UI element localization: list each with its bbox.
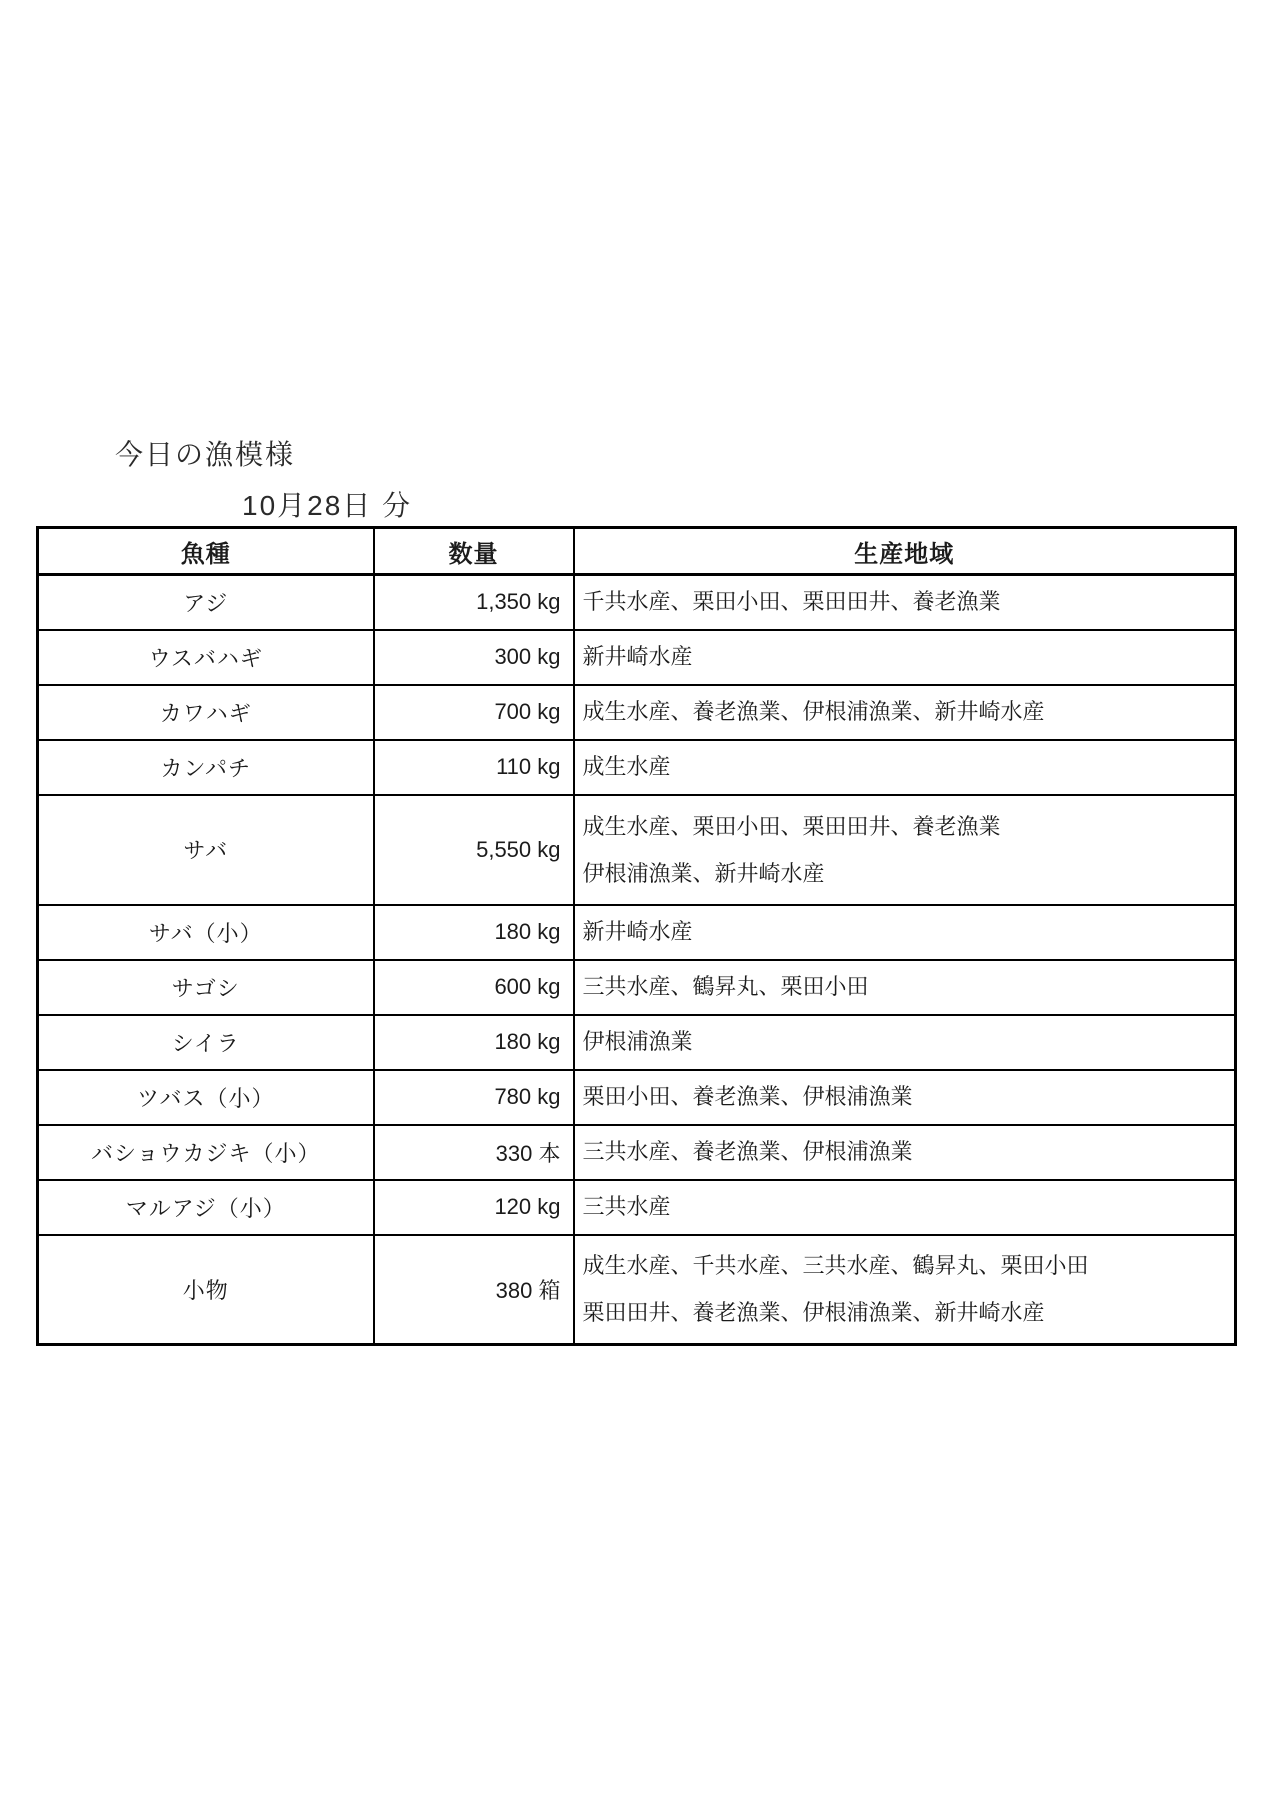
region-line: 三共水産、養老漁業、伊根浦漁業 bbox=[582, 1139, 913, 1164]
header-quantity: 数量 bbox=[374, 528, 574, 575]
species-cell: カンパチ bbox=[38, 740, 374, 795]
table-row bbox=[38, 740, 1236, 795]
table-row bbox=[38, 1125, 1236, 1180]
species-cell: マルアジ（小） bbox=[38, 1180, 374, 1235]
table-row bbox=[38, 1180, 1236, 1235]
table-row bbox=[38, 960, 1236, 1015]
region-line: 伊根浦漁業 bbox=[582, 1029, 693, 1054]
region-line: 千共水産、栗田小田、栗田田井、養老漁業 bbox=[582, 589, 1001, 615]
quantity-cell: 180 kg bbox=[374, 905, 574, 960]
regions-cell bbox=[574, 1235, 1236, 1345]
catch-table bbox=[36, 526, 1237, 1346]
quantity-cell: 1,350 kg bbox=[374, 575, 574, 630]
region-line: 成生水産 bbox=[582, 754, 671, 779]
table-header-row bbox=[38, 528, 1236, 575]
species-cell: シイラ bbox=[38, 1015, 374, 1070]
region-line: 栗田田井、養老漁業、伊根浦漁業、新井崎水産 bbox=[582, 1300, 1045, 1326]
region-line: 三共水産、鶴昇丸、栗田小田 bbox=[582, 974, 869, 999]
quantity-cell: 5,550 kg bbox=[374, 795, 574, 905]
quantity-cell: 180 kg bbox=[374, 1015, 574, 1070]
regions-cell bbox=[574, 1125, 1236, 1180]
quantity-cell: 600 kg bbox=[374, 960, 574, 1015]
region-line: 成生水産、養老漁業、伊根浦漁業、新井崎水産 bbox=[582, 699, 1045, 724]
table-row bbox=[38, 1235, 1236, 1345]
species-cell: サバ bbox=[38, 795, 374, 905]
table-row bbox=[38, 1070, 1236, 1125]
header-region: 生産地域 bbox=[574, 528, 1236, 575]
regions-cell bbox=[574, 1015, 1236, 1070]
region-line: 新井崎水産 bbox=[582, 919, 693, 944]
species-cell: アジ bbox=[38, 575, 374, 630]
regions-cell bbox=[574, 960, 1236, 1015]
species-cell: サゴシ bbox=[38, 960, 374, 1015]
species-cell: ツバス（小） bbox=[38, 1070, 374, 1125]
table-row bbox=[38, 905, 1236, 960]
table-row bbox=[38, 575, 1236, 630]
region-line: 伊根浦漁業、新井崎水産 bbox=[582, 860, 825, 886]
regions-cell bbox=[574, 685, 1236, 740]
quantity-cell: 120 kg bbox=[374, 1180, 574, 1235]
quantity-cell: 380 箱 bbox=[374, 1235, 574, 1345]
quantity-cell: 300 kg bbox=[374, 630, 574, 685]
document-date-line: 10月28日 分 bbox=[242, 490, 413, 521]
table-row bbox=[38, 795, 1236, 905]
quantity-cell: 330 本 bbox=[374, 1125, 574, 1180]
table-row bbox=[38, 1015, 1236, 1070]
species-cell: 小物 bbox=[38, 1235, 374, 1345]
regions-cell bbox=[574, 575, 1236, 630]
regions-cell bbox=[574, 795, 1236, 905]
species-cell: カワハギ bbox=[38, 685, 374, 740]
regions-cell bbox=[574, 905, 1236, 960]
region-line: 成生水産、千共水産、三共水産、鶴昇丸、栗田小田 bbox=[582, 1253, 1089, 1279]
region-line: 三共水産 bbox=[582, 1194, 671, 1219]
quantity-cell: 700 kg bbox=[374, 685, 574, 740]
region-line: 成生水産、栗田小田、栗田田井、養老漁業 bbox=[582, 813, 1001, 839]
document-title: 今日の漁模様 bbox=[115, 439, 296, 470]
region-line: 新井崎水産 bbox=[582, 644, 693, 669]
table-row bbox=[38, 685, 1236, 740]
region-line: 栗田小田、養老漁業、伊根浦漁業 bbox=[582, 1084, 913, 1109]
regions-cell bbox=[574, 740, 1236, 795]
regions-cell bbox=[574, 1070, 1236, 1125]
species-cell: サバ（小） bbox=[38, 905, 374, 960]
quantity-cell: 110 kg bbox=[374, 740, 574, 795]
species-cell: ウスバハギ bbox=[38, 630, 374, 685]
regions-cell bbox=[574, 630, 1236, 685]
quantity-cell: 780 kg bbox=[374, 1070, 574, 1125]
species-cell: バショウカジキ（小） bbox=[38, 1125, 374, 1180]
regions-cell bbox=[574, 1180, 1236, 1235]
header-species: 魚種 bbox=[38, 528, 374, 575]
table-row bbox=[38, 630, 1236, 685]
